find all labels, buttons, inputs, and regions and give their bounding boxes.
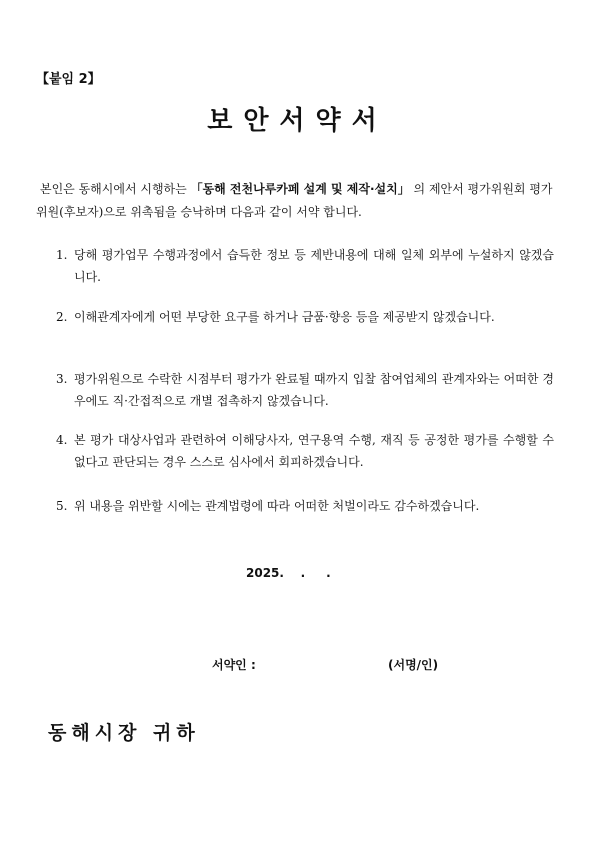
pledge-item-2 <box>56 306 554 328</box>
pledge-item-3 <box>56 368 554 412</box>
signature-mark: (서명/인) <box>388 658 439 672</box>
intro-suffix: 의 제안서 평가위원회 평가위원(후보자)으로 위촉됨을 승낙하며 다음과 같이 서약 합니다. <box>36 182 553 219</box>
signer-label: 서약인 : <box>212 658 256 672</box>
pledge-text: 평가위원으로 수락한 시점부터 평가가 완료될 때까지 입찰 참여업체의 관계자와는 어떠한 경우에도 직·간접적으로 개별 접촉하지 않겠습니다. <box>74 372 554 408</box>
document-title: 보안서약서 <box>207 106 388 136</box>
addressee: 동해시장 귀하 <box>48 722 200 744</box>
pledge-number: 2. <box>56 310 68 324</box>
pledge-item-5 <box>56 495 554 517</box>
pledge-date: 2025. . . <box>246 566 331 580</box>
intro-prefix: 본인은 동해시에서 시행하는 <box>40 182 187 196</box>
intro-paragraph <box>36 178 556 224</box>
pledge-number: 4. <box>56 433 68 447</box>
pledge-text: 이해관계자에게 어떤 부당한 요구를 하거나 금품·향응 등을 제공받지 않겠습니다. <box>74 310 495 324</box>
pledge-item-4 <box>56 429 554 473</box>
pledge-number: 1. <box>56 248 68 262</box>
pledge-text: 위 내용을 위반할 시에는 관계법령에 따라 어떠한 처벌이라도 감수하겠습니다. <box>74 499 480 513</box>
pledge-number: 3. <box>56 372 68 386</box>
attachment-label: 【붙임 2】 <box>36 72 101 87</box>
pledge-item-1 <box>56 244 554 288</box>
pledge-number: 5. <box>56 499 68 513</box>
pledge-text: 당해 평가업무 수행과정에서 습득한 정보 등 제반내용에 대해 일체 외부에 누설하지 않겠습니다. <box>74 248 554 284</box>
project-name: 「동해 전천나루카페 설계 및 제작·설치」 <box>190 182 410 196</box>
pledge-text: 본 평가 대상사업과 관련하여 이해당사자, 연구용역 수행, 재직 등 공정한 평가를 수행할 수 없다고 판단되는 경우 스스로 심사에서 회피하겠습니다. <box>74 433 554 469</box>
